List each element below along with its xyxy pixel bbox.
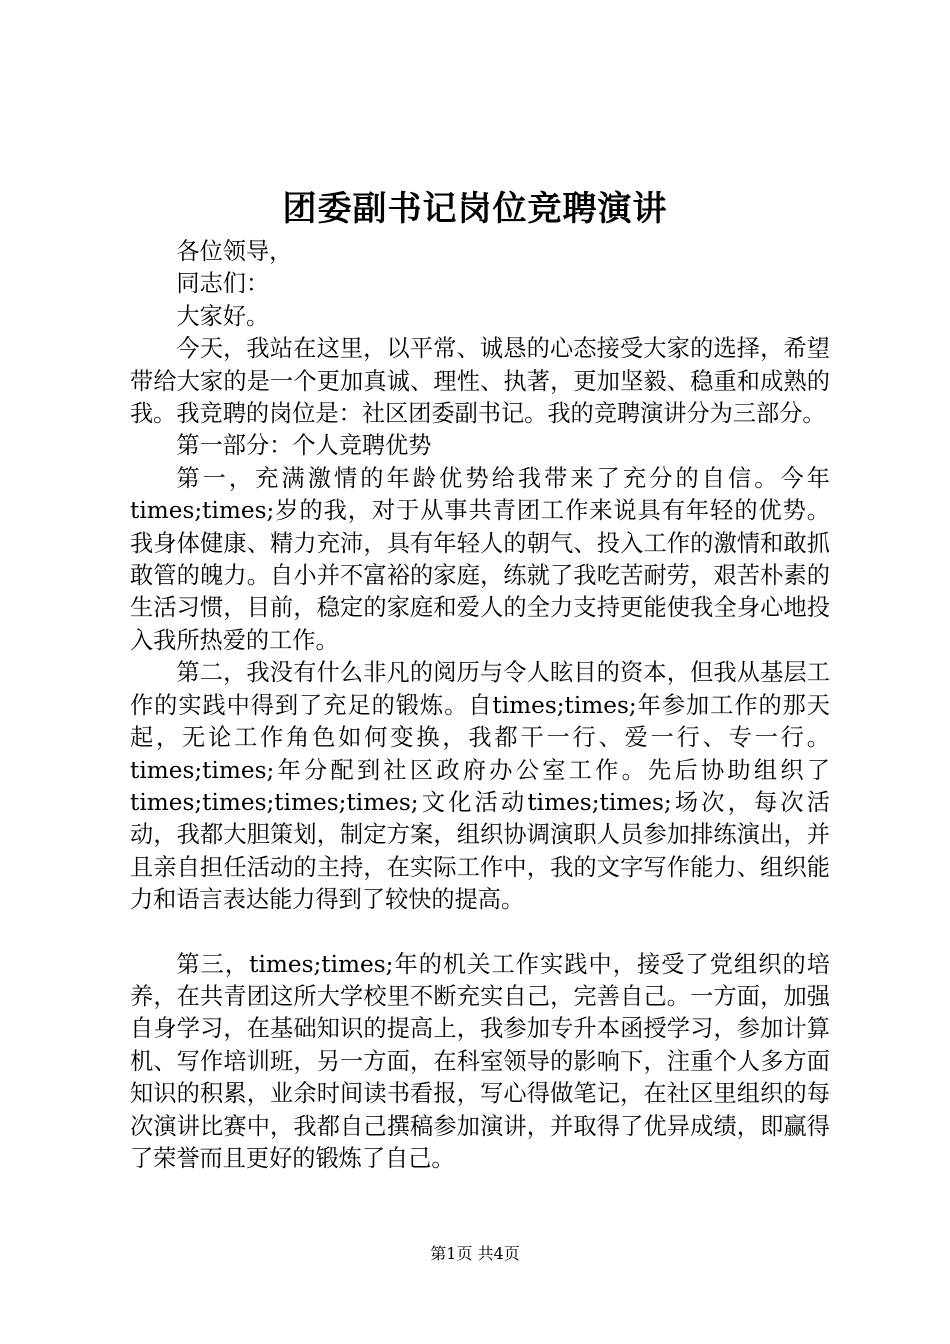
- paragraph-second: 第二，我没有什么非凡的阅历与令人眩目的资本，但我从基层工作的实践中得到了充足的锻炼。自times;times;年参加工作的那天起，无论工作角色如何变换，我都干一行、爱一行、专一行。times;times;年分配到社区政府办公室工作。先后协助组织了times;times;times;times;文化活动times;times;场次，每次活动，我都大胆策划，制定方案，组织协调演职人员参加排练演出，并且亲自担任活动的主持，在实际工作中，我的文字写作能力、组织能力和语言表达能力得到了较快的提高。: [130, 659, 830, 914]
- page-footer: 第1页 共4页: [430, 1244, 520, 1263]
- document-title: 团委副书记岗位竞聘演讲: [282, 189, 668, 229]
- paragraph-third: 第三，times;times;年的机关工作实践中，接受了党组织的培养，在共青团这所大学校里不断充实自己，完善自己。一方面，加强自身学习，在基础知识的提高上，我参加专升本函授学习，参加计算机、写作培训班，另一方面，在科室领导的影响下，注重个人多方面知识的积累，业余时间读书看报，写心得做笔记，在社区里组织的每次演讲比赛中，我都自己撰稿参加演讲，并取得了优异成绩，即赢得了荣誉而且更好的锻炼了自己。: [130, 950, 830, 1172]
- salutation-comrades: 同志们：: [176, 270, 270, 298]
- paragraph-first: 第一，充满激情的年龄优势给我带来了充分的自信。今年times;times;岁的我，对于从事共青团工作来说具有年轻的优势。我身体健康、精力充沛，具有年轻人的朝气、投入工作的激情和敢抓敢管的魄力。自小并不富裕的家庭，练就了我吃苦耐劳，艰苦朴素的生活习惯，目前，稳定的家庭和爱人的全力支持更能使我全身心地投入我所热爱的工作。: [130, 464, 830, 654]
- document-body: [130, 236, 830, 1175]
- greeting: 大家好。: [176, 302, 270, 330]
- paragraph-intro: 今天，我站在这里，以平常、诚恳的心态接受大家的选择，希望带给大家的是一个更加真诚、理性、执著，更加坚毅、稳重和成熟的我。我竞聘的岗位是：社区团委副书记。我的竞聘演讲分为三部分。: [130, 335, 830, 428]
- salutation-leaders: 各位领导，: [176, 238, 293, 265]
- section-heading: 第一部分：个人竞聘优势: [176, 432, 432, 460]
